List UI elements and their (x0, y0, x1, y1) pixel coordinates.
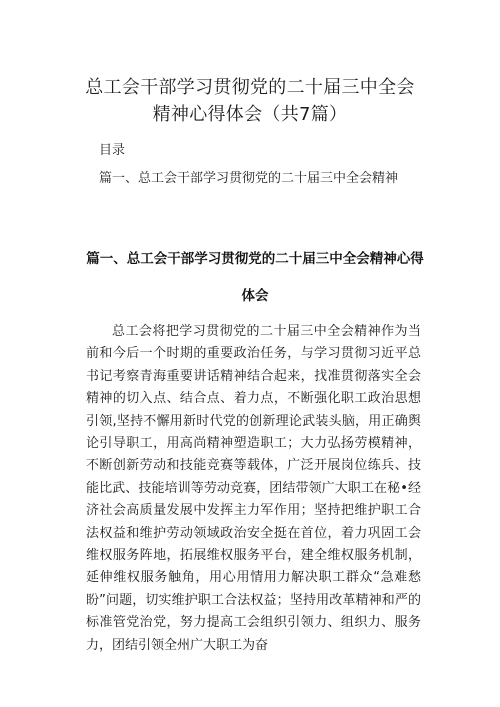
document-title-line-2: 精神心得体会（共7篇） (152, 104, 348, 125)
toc-heading: 目录 (99, 143, 126, 158)
section-heading-line-1: 篇一、总工会干部学习贯彻党的二十届三中全会精神心得 (86, 251, 424, 267)
document-title (0, 74, 500, 128)
section-heading (86, 241, 424, 315)
document-title-line-1: 总工会干部学习贯彻党的二十届三中全会 (85, 77, 415, 98)
toc-item-chapter-1[interactable]: 篇一、总工会干部学习贯彻党的二十届三中全会精神 (99, 171, 399, 186)
section-heading-line-2: 体会 (241, 288, 269, 304)
body-paragraph: 总工会将把学习贯彻党的二十届三中全会精神作为当前和今后一个时期的重要政治任务，与学习贯彻习近平总书记考察青海重要讲话精神结合起来，找准贯彻落实全会精神的切入点、结合点、着力点，不断强化职工政治思想引领,坚持不懈用新时代党的创新理论武装头脑，用正确舆论引导职工，用高尚精神塑造职工；大力弘扬劳模精神，不断创新劳动和技能竞赛等载体，广泛开展岗位练兵、技能比武、技能培训等劳动竞赛，团结带领广大职工在秘•经济社会高质量发展中发挥主力军作用；坚持把维护职工合法权益和维护劳动领域政治安全挺在首位，着力巩固工会维权服务阵地，拓展维权服务平台，建全维权服务机制，延伸维权服务触角，用心用情用力解决职工群众“急难愁盼”问题，切实维护职工合法权益；坚持用改革精神和严的标准管党治党，努力提高工会组织引领力、组织力、服务力，团结引领全州广大职工为奋 (86, 324, 421, 653)
